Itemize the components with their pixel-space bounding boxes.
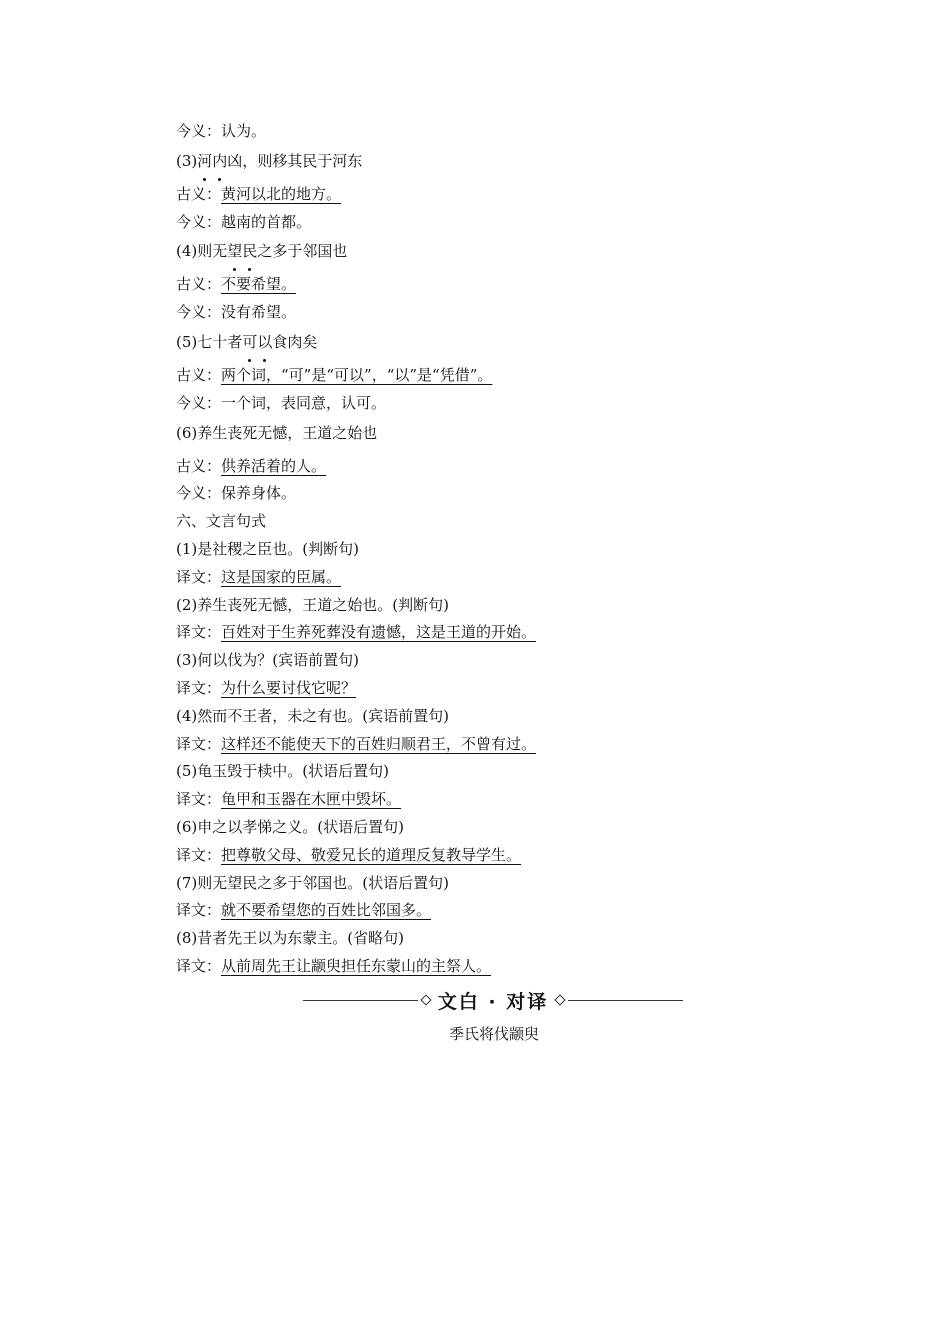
example-6: [176, 418, 796, 453]
line-label: 今义：: [176, 212, 222, 231]
translation-3: [176, 675, 796, 703]
line-text: (4)然而不王者，未之有也。(宾语前置句): [176, 706, 449, 725]
sentence-4: [176, 703, 796, 731]
line-text: 越南的首都。: [221, 212, 312, 231]
line-label: 译文：: [176, 901, 222, 920]
line-text: (4)则无望民之多于邻国也: [176, 242, 347, 260]
heading-text: 六、文言句式: [176, 512, 267, 531]
emphasis-mark: 可: [242, 327, 257, 357]
line-text: (5)七十者可以食肉矣: [176, 333, 317, 351]
answer-text: 这是国家的臣属。: [221, 567, 342, 586]
translation-7: [176, 897, 796, 925]
translation-2: [176, 619, 796, 647]
example-3: [176, 146, 796, 181]
section-heading: [176, 508, 796, 536]
line-label: 译文：: [176, 678, 222, 697]
line-text: 认为。: [221, 122, 267, 140]
line-label: 译文：: [176, 567, 222, 586]
line-text: (5)龟玉毁于椟中。(状语后置句): [176, 762, 389, 781]
banner-rule-right: [568, 1000, 683, 1001]
line-text: 一个词，表同意，认可。: [221, 393, 387, 412]
line-0: [176, 118, 796, 146]
line-label: 译文：: [176, 623, 222, 642]
line-6: [176, 299, 796, 327]
sentence-8: [176, 925, 796, 953]
line-text: (1)是社稷之臣也。(判断句): [176, 539, 359, 558]
sentence-2: [176, 592, 796, 620]
line-text: (6)申之以孝悌之义。(状语后置句): [176, 817, 404, 836]
line-label: 译文：: [176, 956, 222, 975]
article-title: 季氏将伐颛臾: [448, 1025, 539, 1043]
line-text: (3)何以伐为？(宾语前置句): [176, 651, 359, 670]
answer-text: 两个词，“可”是“可以”，“以”是“凭借”。: [221, 365, 493, 384]
emphasis-mark: 河: [197, 146, 212, 176]
line-3: [176, 209, 796, 237]
line-label: 古义：: [176, 365, 222, 384]
line-label: 今义：: [176, 303, 222, 322]
answer-text: 把尊敬父母、敬爱兄长的道理反复教导学生。: [221, 845, 522, 864]
line-label: 今义：: [176, 484, 222, 503]
emphasis-mark: 民: [242, 236, 257, 266]
line-2: [176, 181, 796, 209]
translation-1: [176, 564, 796, 592]
translation-8: [176, 953, 796, 981]
line-text: (8)昔者先王以为东蒙主。(省略句): [176, 929, 404, 948]
answer-text: 龟甲和玉器在木匣中毁坏。: [221, 790, 402, 809]
line-label: 今义：: [176, 122, 222, 140]
answer-text: 从前周先王让颛臾担任东蒙山的主祭人。: [221, 956, 492, 975]
example-4: [176, 236, 796, 271]
line-text: 保养身体。: [221, 484, 297, 503]
line-12: [176, 480, 796, 508]
emphasis-mark: 内: [212, 146, 227, 176]
translation-6: [176, 842, 796, 870]
answer-text: 供养活着的人。: [221, 456, 327, 475]
line-label: 译文：: [176, 845, 222, 864]
answer-text: 百姓对于生养死葬没有遗憾，这是王道的开始。: [221, 623, 537, 642]
emphasis-mark: 以: [257, 327, 272, 357]
emphasis-mark: 望: [227, 236, 242, 266]
sentence-5: [176, 758, 796, 786]
line-label: 古义：: [176, 456, 222, 475]
line-label: 古义：: [176, 184, 222, 203]
translation-5: [176, 786, 796, 814]
line-label: 今义：: [176, 393, 222, 412]
line-label: 译文：: [176, 734, 222, 753]
sentence-3: [176, 647, 796, 675]
line-9: [176, 390, 796, 418]
answer-text: 这样还不能使天下的百姓归顺君王，不曾有过。: [221, 734, 537, 753]
line-text: (2)养生丧死无憾，王道之始也。(判断句): [176, 595, 449, 614]
line-text: (6)养生丧死无憾，王道之始也: [176, 423, 378, 442]
document-body: [176, 118, 796, 981]
line-text: 没有希望。: [221, 303, 297, 322]
diamond-icon: [420, 994, 431, 1005]
diamond-icon: [555, 994, 566, 1005]
banner-rule-left: [303, 1000, 418, 1001]
line-label: 古义：: [176, 275, 222, 294]
example-5: [176, 327, 796, 362]
banner-title: 文白 · 对译: [437, 990, 549, 1013]
answer-text: 不要希望。: [221, 275, 297, 294]
answer-text: 为什么要讨伐它呢？: [221, 678, 357, 697]
section-banner: [303, 986, 683, 1014]
line-text: (7)则无望民之多于邻国也。(状语后置句): [176, 873, 449, 892]
sentence-7: [176, 870, 796, 898]
line-5: [176, 271, 796, 299]
line-11: [176, 453, 796, 481]
translation-4: [176, 731, 796, 759]
line-8: [176, 362, 796, 390]
line-text: (3)河内凶，则移其民于河东: [176, 152, 362, 170]
sentence-1: [176, 536, 796, 564]
sentence-6: [176, 814, 796, 842]
answer-text: 就不要希望您的百姓比邻国多。: [221, 901, 432, 920]
line-label: 译文：: [176, 790, 222, 809]
answer-text: 黄河以北的地方。: [221, 184, 342, 203]
